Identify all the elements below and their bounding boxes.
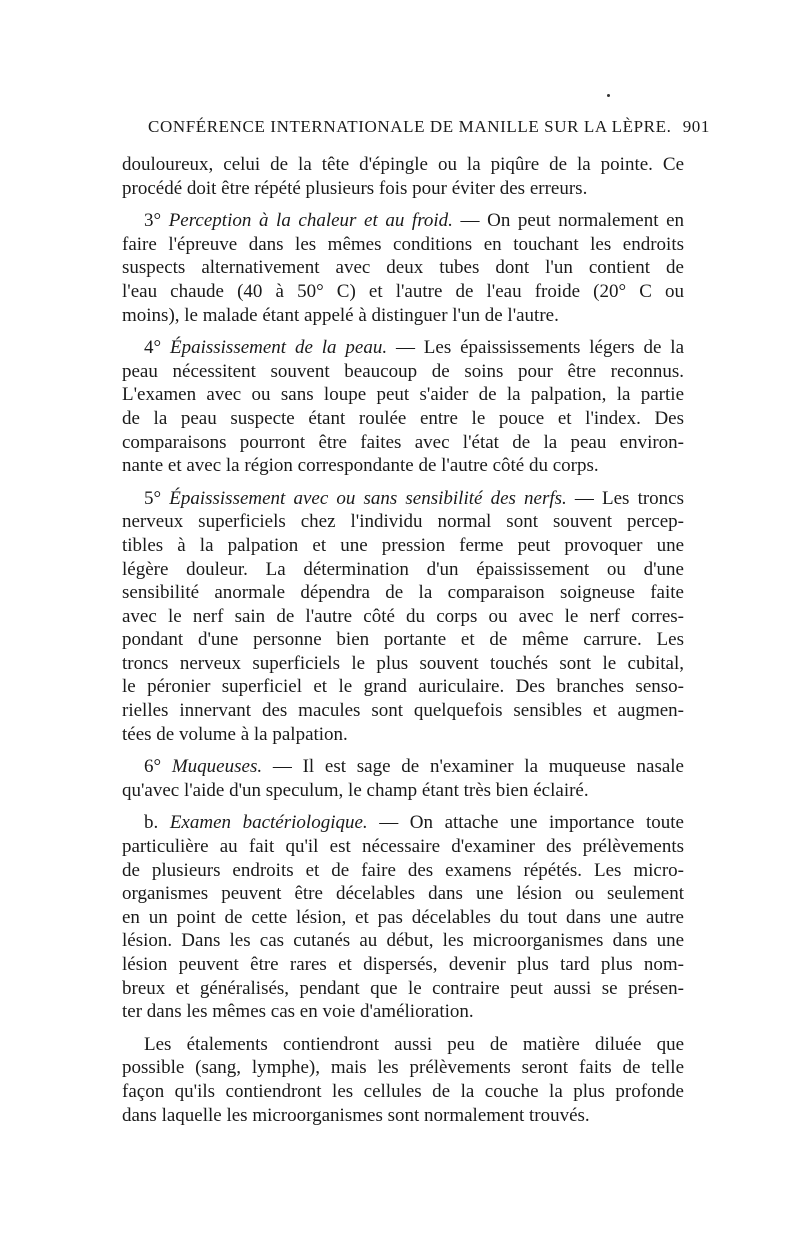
text-line: lésion. Dans les cas cutanés au début, les microorganismes dans une: [122, 930, 684, 952]
item-label: Perception à la chaleur et au froid.: [168, 210, 453, 232]
text-line: dans laquelle les microorganismes sont normalement trouvés.: [122, 1104, 590, 1126]
body-text: [122, 153, 684, 1136]
item-label: Examen bactériologique.: [169, 812, 368, 834]
text-line: lésion peuvent être rares et dispersés, devenir plus tard plus nom-: [122, 954, 684, 975]
text-line: légère douleur. La détermination d'un épaississement ou d'une: [122, 558, 684, 580]
running-header: [148, 117, 710, 137]
item-number: 6°: [144, 756, 162, 778]
text-line: de la peau suspecte étant roulée entre le pouce et l'index. Des: [122, 407, 684, 429]
text-line: ter dans les mêmes cas en voie d'amélioration.: [122, 1001, 474, 1023]
text-line: L'examen avec ou sans loupe peut s'aider de la palpation, la partie: [122, 384, 684, 406]
text-line: tibles à la palpation et une pression ferme peut provoquer une: [122, 534, 684, 556]
paragraph-nerve-thickening: [122, 487, 684, 747]
text-line: l'eau chaude (40 à 50° C) et l'autre de l'eau froide (20° C ou: [122, 280, 684, 302]
item-number: 4°: [144, 337, 162, 359]
text-line: de plusieurs endroits et de faire des examens répétés. Les micro-: [122, 859, 684, 881]
paragraph-bacteriological-exam: [122, 811, 684, 1023]
text-line-rest: — Les épaississements légers de la: [387, 337, 685, 359]
text-line: douloureux, celui de la tête d'épingle ou la piqûre de la pointe. Ce: [122, 154, 684, 175]
text-line: nerveux superficiels chez l'individu normal sont souvent percep-: [122, 511, 684, 533]
item-label: Épaississement de la peau.: [169, 337, 388, 359]
item-label: Épaississement avec ou sans sensibilité des nerfs.: [169, 487, 567, 509]
text-line-rest: — Il est sage de n'examiner la muqueuse nasale: [262, 756, 684, 778]
paragraph-smears: [122, 1033, 684, 1127]
item-label: Muqueuses.: [171, 756, 263, 778]
paragraph-mucous-membranes: [122, 755, 684, 802]
text-line: qu'avec l'aide d'un speculum, le champ étant très bien éclairé.: [122, 779, 589, 801]
text-line: [122, 755, 684, 779]
text-line-rest: — On attache une importance toute: [367, 812, 684, 834]
text-line: pondant d'une personne bien portante et de même carrure. Les: [122, 629, 684, 651]
text-line: nante et avec la région correspondante de l'autre côté du corps.: [122, 455, 599, 477]
text-line: rielles innervant des macules sont quelquefois sensibles et augmen-: [122, 700, 684, 722]
text-line: faire l'épreuve dans les mêmes conditions en touchant les endroits: [122, 233, 684, 255]
paragraph-heat-cold-perception: [122, 209, 684, 327]
text-line: possible (sang, lymphe), mais les prélèvements seront faits de telle: [122, 1057, 684, 1079]
text-line: en un point de cette lésion, et pas décelables du tout dans une autre: [122, 906, 684, 928]
text-line: comparaisons pourront être faites avec l'état de la peau environ-: [122, 431, 684, 453]
text-line: [122, 811, 684, 835]
text-line: procédé doit être répété plusieurs fois pour éviter des erreurs.: [122, 177, 588, 199]
text-line-rest: — On peut normalement en: [452, 210, 685, 232]
text-line: troncs nerveux superficiels le plus souvent touchés sont le cubital,: [122, 652, 684, 674]
text-line: particulière au fait qu'il est nécessaire d'examiner des prélèvements: [122, 836, 684, 858]
text-line: [122, 487, 684, 511]
text-line: façon qu'ils contiendront les cellules de la couche la plus profonde: [122, 1080, 684, 1102]
item-number: 5°: [144, 487, 162, 509]
item-number: 3°: [144, 210, 162, 232]
text-line: [122, 336, 684, 360]
text-line-rest: — Les troncs: [566, 487, 685, 509]
text-line: avec le nerf sain de l'autre côté du corps ou avec le nerf corres-: [122, 605, 684, 627]
text-line: suspects alternativement avec deux tubes dont l'un contient de: [122, 257, 684, 279]
paragraph-continuation: [122, 153, 684, 200]
text-line: moins), le malade étant appelé à distinguer l'un de l'autre.: [122, 304, 559, 326]
text-line: le péronier superficiel et le grand auriculaire. Des branches senso-: [122, 676, 684, 698]
running-title: CONFÉRENCE INTERNATIONALE DE MANILLE SUR LA LÈPRE.: [148, 117, 672, 136]
text-line: tées de volume à la palpation.: [122, 723, 348, 745]
text-line: [122, 209, 684, 233]
text-line: breux et généralisés, pendant que le contraire peut aussi se présen-: [122, 977, 684, 999]
text-line: sensibilité anormale dépendra de la comparaison soigneuse faite: [122, 582, 684, 604]
paragraph-skin-thickening: [122, 336, 684, 478]
page-number: 901: [682, 117, 710, 136]
item-number: b.: [144, 812, 159, 834]
speck-mark: [607, 94, 610, 97]
text-line: Les étalements contiendront aussi peu de matière diluée que: [144, 1033, 684, 1055]
text-line: organismes peuvent être décelables dans une lésion ou seulement: [122, 883, 684, 905]
text-line: peau nécessitent souvent beaucoup de soins pour être reconnus.: [122, 360, 684, 382]
